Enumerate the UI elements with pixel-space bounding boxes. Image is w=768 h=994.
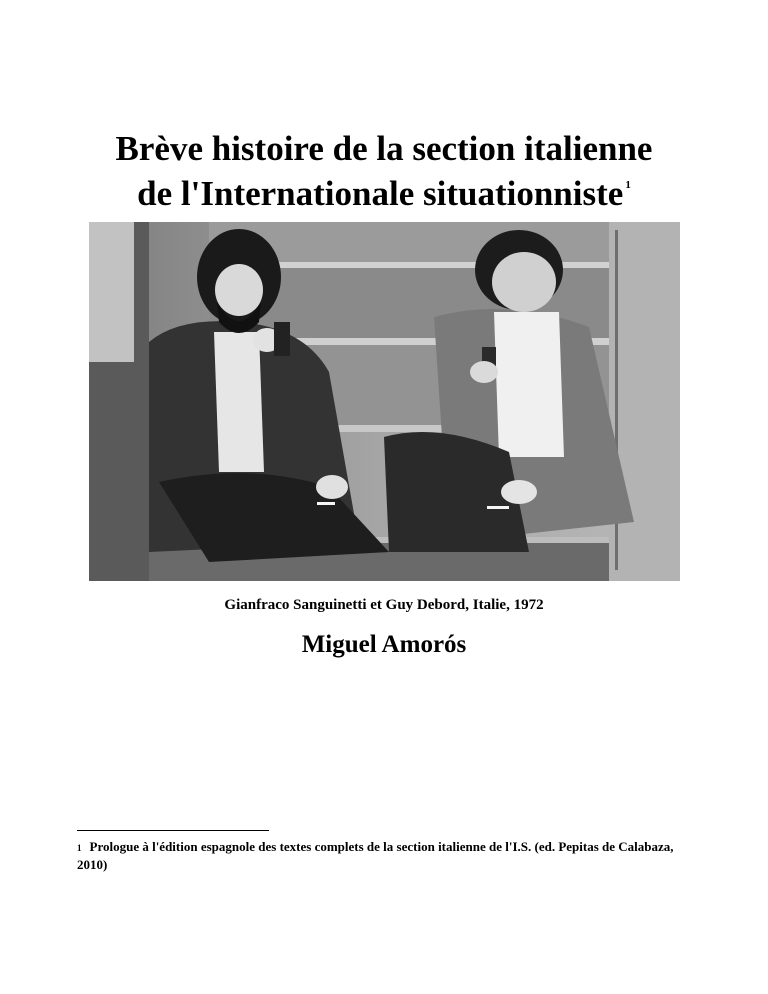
photo-caption: Gianfraco Sanguinetti et Guy Debord, Italie, 1972	[224, 597, 544, 613]
cover-photograph	[89, 222, 680, 581]
footnote-text: Prologue à l'édition espagnole des textes complets de la section italienne de l'I.S. (ed. Pepitas de Calabaza, 2010)	[77, 839, 674, 872]
footnote-separator	[77, 830, 269, 831]
document-title-line-2-text: de l'Internationale situationniste	[137, 174, 624, 213]
document-title-line-1: Brève histoire de la section italienne	[115, 129, 653, 168]
footnote	[77, 838, 697, 874]
document-title-line-2	[0, 176, 768, 211]
footnote-reference: 1	[625, 179, 631, 191]
footnote-marker: 1	[77, 843, 82, 853]
author-name: Miguel Amorós	[301, 631, 467, 658]
